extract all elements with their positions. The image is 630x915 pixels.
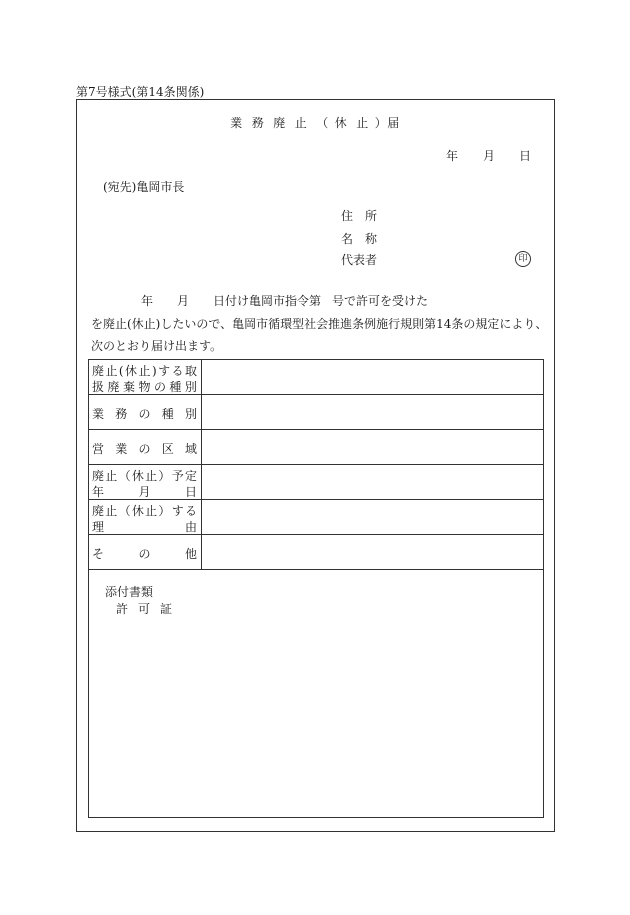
- label-char: 止: [105, 364, 118, 378]
- label-char: そ: [92, 547, 105, 561]
- label-char: ）: [158, 504, 171, 518]
- title-char: 止: [356, 116, 369, 130]
- label-char: 営: [92, 442, 105, 456]
- label-char: 由: [184, 520, 197, 534]
- label-char: 廃: [107, 380, 120, 394]
- body-text: 日付け亀岡市指令第: [213, 294, 322, 308]
- label-char: 別: [184, 380, 197, 394]
- label-char: 月: [138, 485, 151, 499]
- business-area-field[interactable]: [202, 430, 543, 464]
- label-char: 止: [145, 469, 158, 483]
- row-label: [89, 500, 202, 534]
- title-char: 業: [230, 116, 243, 130]
- seal-mark: 印: [515, 251, 531, 267]
- label-char: 域: [184, 442, 197, 456]
- label-char: る: [171, 364, 184, 378]
- label-char: 止: [145, 504, 158, 518]
- applicant-name-label: [341, 233, 377, 245]
- attachments-title: 添付書類: [105, 585, 154, 599]
- body-text: 号で許可を受けた: [332, 294, 429, 308]
- label-char: 止: [105, 504, 118, 518]
- table-row: [89, 395, 543, 430]
- table-row: [89, 360, 543, 395]
- label-char: 務: [115, 407, 128, 421]
- address-char: 所: [364, 209, 377, 223]
- date-day-label: 日: [519, 149, 532, 163]
- table-row: [89, 465, 543, 500]
- label-char: の: [138, 407, 151, 421]
- addressee: (宛先)亀岡市長: [103, 180, 185, 194]
- body-month: 月: [177, 294, 190, 308]
- label-char: 種: [161, 407, 174, 421]
- name-char: 称: [364, 232, 377, 246]
- reason-field[interactable]: [202, 500, 543, 534]
- title-char: （: [316, 116, 329, 130]
- date-year-label: 年: [446, 149, 459, 163]
- attachment-char: 可: [137, 602, 150, 616]
- label-char: 業: [92, 407, 105, 421]
- label-char: 年: [92, 485, 105, 499]
- business-type-field[interactable]: [202, 395, 543, 429]
- label-char: 扱: [92, 380, 105, 394]
- label-char: 休: [125, 364, 138, 378]
- label-char: 種: [169, 380, 182, 394]
- title-char: 止: [294, 116, 308, 130]
- table-row: [89, 535, 543, 570]
- label-char: 定: [184, 469, 197, 483]
- body-text: 次のとおり届け出ます。: [91, 339, 223, 353]
- name-char: 名: [341, 232, 354, 246]
- label-char: （: [118, 504, 131, 518]
- row-label: [89, 535, 202, 569]
- applicant-address-label: [341, 210, 377, 222]
- applicant-representative-label: 代表者: [341, 253, 378, 267]
- label-char: 廃: [92, 469, 105, 483]
- address-char: 住: [341, 209, 354, 223]
- label-char: 物: [138, 380, 151, 394]
- table-row: [89, 430, 543, 465]
- label-char: （: [118, 469, 131, 483]
- row-label: [89, 395, 202, 429]
- title-char: 務: [251, 116, 265, 130]
- label-char: す: [171, 504, 184, 518]
- attachment-item-permit: [116, 603, 172, 615]
- label-char: の: [153, 380, 166, 394]
- label-char: 業: [115, 442, 128, 456]
- label-char: 日: [184, 485, 197, 499]
- body-text: を廃止(休止)したいので、亀岡市循環型社会推進条例施行規則第14条の規定により、: [91, 317, 548, 331]
- label-char: (: [118, 364, 124, 378]
- label-char: ): [151, 364, 157, 378]
- waste-type-field[interactable]: [202, 360, 543, 394]
- form-number: 第7号様式(第14条関係): [76, 85, 205, 99]
- row-label: [89, 360, 202, 394]
- label-char: 区: [161, 442, 174, 456]
- date-month-label: 月: [483, 149, 496, 163]
- form-title: [0, 117, 630, 129]
- row-label: [89, 430, 202, 464]
- attachment-char: 許: [116, 602, 129, 616]
- label-char: 休: [131, 504, 144, 518]
- label-char: 棄: [122, 380, 135, 394]
- body-year: 年: [141, 294, 154, 308]
- title-char: 届: [387, 116, 400, 130]
- label-char: 理: [92, 520, 105, 534]
- label-char: る: [184, 504, 197, 518]
- label-char: 別: [184, 407, 197, 421]
- title-char: 廃: [273, 116, 286, 130]
- label-char: 予: [171, 469, 184, 483]
- label-char: す: [158, 364, 171, 378]
- label-char: 止: [138, 364, 151, 378]
- label-char: ）: [158, 469, 171, 483]
- table-row: [89, 500, 543, 535]
- label-char: 取: [184, 364, 197, 378]
- row-label: [89, 465, 202, 499]
- label-char: 止: [105, 469, 118, 483]
- title-char: ）: [374, 116, 388, 130]
- label-char: 廃: [92, 364, 105, 378]
- scheduled-date-field[interactable]: [202, 465, 543, 499]
- title-char: 休: [334, 116, 348, 130]
- label-char: 廃: [92, 504, 105, 518]
- label-char: の: [138, 547, 151, 561]
- details-table: [88, 359, 544, 818]
- label-char: 休: [131, 469, 144, 483]
- other-field[interactable]: [202, 535, 543, 569]
- label-char: の: [138, 442, 151, 456]
- attachment-char: 証: [159, 602, 172, 616]
- label-char: 他: [184, 547, 197, 561]
